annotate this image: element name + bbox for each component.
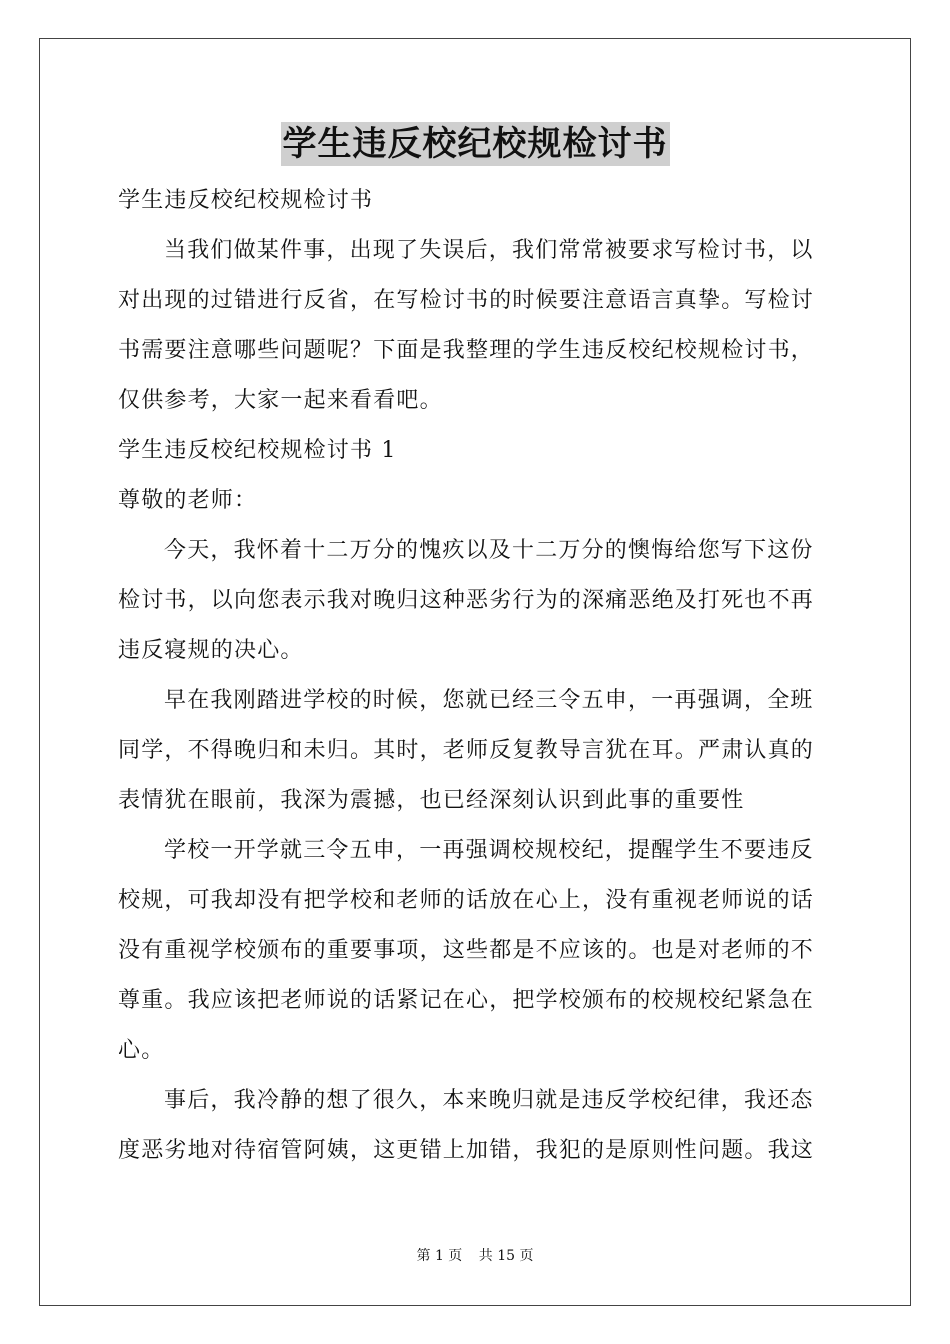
- text-line: 早在我刚踏进学校的时候，您就已经三令五申，一再强调，全班: [164, 688, 814, 713]
- page-footer: [0, 1246, 950, 1266]
- text-line: 没有重视学校颁布的重要事项，这些都是不应该的。也是对老师的不: [118, 938, 815, 963]
- text-line: 事后，我冷静的想了很久，本来晚归就是违反学校纪律，我还态: [164, 1088, 814, 1113]
- document-title: 学生违反校纪校规检讨书: [282, 124, 668, 164]
- page-number: 第 1 页: [416, 1248, 463, 1264]
- text-line: 书需要注意哪些问题呢？下面是我整理的学生违反校纪校规检讨书，: [118, 338, 815, 363]
- text-line: 校规，可我却没有把学校和老师的话放在心上，没有重视老师说的话: [118, 888, 815, 913]
- text-line: 同学，不得晚归和未归。其时，老师反复教导言犹在耳。严肃认真的: [118, 738, 815, 763]
- text-line: 当我们做某件事，出现了失误后，我们常常被要求写检讨书，以: [164, 238, 814, 263]
- text-line: 检讨书，以向您表示我对晚归这种恶劣行为的深痛恶绝及打死也不再: [118, 588, 815, 613]
- text-line: 对出现的过错进行反省，在写检讨书的时候要注意语言真挚。写检讨: [118, 288, 815, 313]
- document-title-wrapper: [0, 122, 950, 166]
- text-line: 度恶劣地对待宿管阿姨，这更错上加错，我犯的是原则性问题。我这: [118, 1138, 815, 1163]
- text-line: 表情犹在眼前，我深为震撼，也已经深刻认识到此事的重要性: [118, 788, 745, 813]
- text-line: 今天，我怀着十二万分的愧疚以及十二万分的懊悔给您写下这份: [164, 538, 814, 563]
- text-line: 学生违反校纪校规检讨书: [118, 188, 374, 213]
- text-line: 学校一开学就三令五申，一再强调校规校纪，提醒学生不要违反: [164, 838, 814, 863]
- text-line: 学生违反校纪校规检讨书 1: [118, 438, 397, 463]
- text-line: 仅供参考，大家一起来看看吧。: [118, 388, 443, 413]
- text-line: 违反寝规的决心。: [118, 638, 304, 663]
- text-line: 尊敬的老师：: [118, 488, 258, 513]
- text-line: 尊重。我应该把老师说的话紧记在心，把学校颁布的校规校纪紧急在: [118, 988, 815, 1013]
- text-line: 心。: [118, 1038, 165, 1063]
- page-total: 共 15 页: [478, 1248, 534, 1264]
- document-body: [118, 176, 832, 1176]
